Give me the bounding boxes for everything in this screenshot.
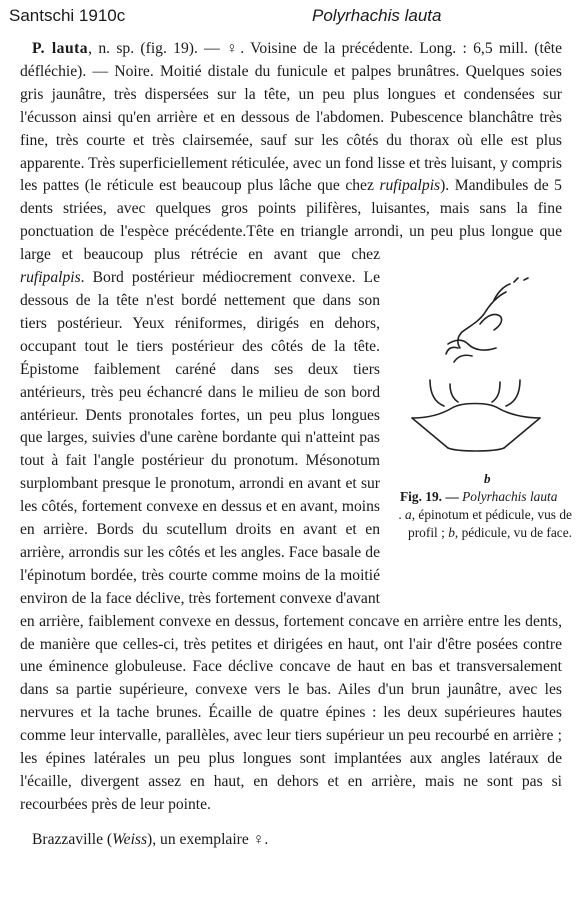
caption-a-label: a (405, 507, 412, 523)
species-description (20, 38, 572, 852)
text-segment-1: , n. sp. (fig. 19). — ♀. Voisine de la précédente. Long. : 6,5 mill. (tête défléchie). — Noire. Moitié distale du funicule et palpes brunâtres. Quelques soies gris jaunâtre, très dispersées sur la tête, un peu plus longues et condensées sur l'écusson ainsi qu'en arrière et en dessous de l'abdomen. Pubescence blanchâtre très fine, très courte et très clairsemée, sauf sur les côtés du thorax où elle est plus apparente. Très superficiellement réticulée, avec un fond lisse et très luisant, y compris les pattes (le réticule est beaucoup plus lâche que chez (20, 40, 562, 195)
species-title: Polyrhachis lauta (312, 6, 442, 25)
figure-drawing (388, 252, 568, 488)
text-segment-3: . Bord postérieur médiocrement convexe. Le dessous de la tête n'est bordé nettement que dans son tiers postérieur. Yeux réniformes, dirigés en dehors, occupant tout le tiers postérieur des côtés de la tête. Épistome faiblement caréné dans ses deux tiers antérieurs, très peu échancré dans le milieu de son bord antérieur. Dents pronotales fortes, un peu plus longues que larges, suivies d'une carène bordante qui n'atteint pas tout à fait l'angle postérieur du pronotum. Mésonotum surplombant presque le pronotum, arrondi en avant et sur les côtés, fortement convexe en dessus et en avant, moins en arrière. Bords du scutellum droits en avant et en arrière, arrondis sur les côtés et les angles. Face basale de l'épinotum bordée, très courte comme moins de la moitié environ de la face déclive, très fortement convexe d'avant en arrière, faiblement convexe en dessus, fortement concave en arrière entre les dents, de manière que celles-ci, très petites et dirigées en haut, ont l'air d'être posées contre une éminence globuleuse. Face déclive concave de haut en bas et transversalement dans sa partie supérieure, convexe vers le bas. Ailes d'un brun jaunâtre, avec les nervures et la tache brunes. Écaille de quatre épines : les deux supérieures hautes comme leur intervalle, parallèles, avec leur tiers supérieur un peu recourbé en arrière ; les épines latérales un peu plus longues sont implantées aux angles latéraux de l'écaille, divergent assez en haut, en dehors et en arrière, mais ne sont pas si recourbées près de leur pointe. (20, 269, 562, 813)
caption-sep: . (398, 507, 406, 523)
caption-a-text: , épinotum et pédicule, vus de profil ; (408, 507, 572, 541)
species-name: P. lauta (32, 40, 89, 57)
locality-post: ), un exemplaire ♀. (147, 830, 269, 848)
text-segment-2: ). Mandibules de 5 dents striées, avec quelques gros points pilifères, luisantes, mais sans la fine ponctuation de l'espèce précédente.Tête en triangle arrondi, un peu plus longue que large et beaucoup plus rétrécie en avant que chez (20, 177, 562, 264)
caption-b-text: , pédicule, vu de face. (454, 525, 572, 541)
figure-caption (388, 488, 572, 542)
locality-pre: Brazzaville ( (32, 830, 113, 848)
species-ref-2: rufipalpis (20, 269, 81, 287)
caption-b-label: b (448, 525, 455, 541)
citation-label: Santschi 1910c (9, 6, 126, 25)
page-header (0, 0, 584, 30)
collector-name: Weiss (112, 830, 148, 848)
figure-label-b: b (484, 471, 491, 487)
epinotum-profile-drawing (446, 278, 528, 362)
description-paragraph (20, 38, 572, 817)
locality-line (20, 829, 562, 852)
figure-19 (388, 252, 572, 609)
caption-line-1 (388, 488, 572, 506)
caption-fig-number: Fig. 19. — (400, 489, 463, 505)
caption-genus: Polyrhachis lauta (462, 489, 558, 505)
pedicle-front-drawing (412, 380, 540, 451)
species-ref-1: rufipalpis (379, 177, 441, 195)
